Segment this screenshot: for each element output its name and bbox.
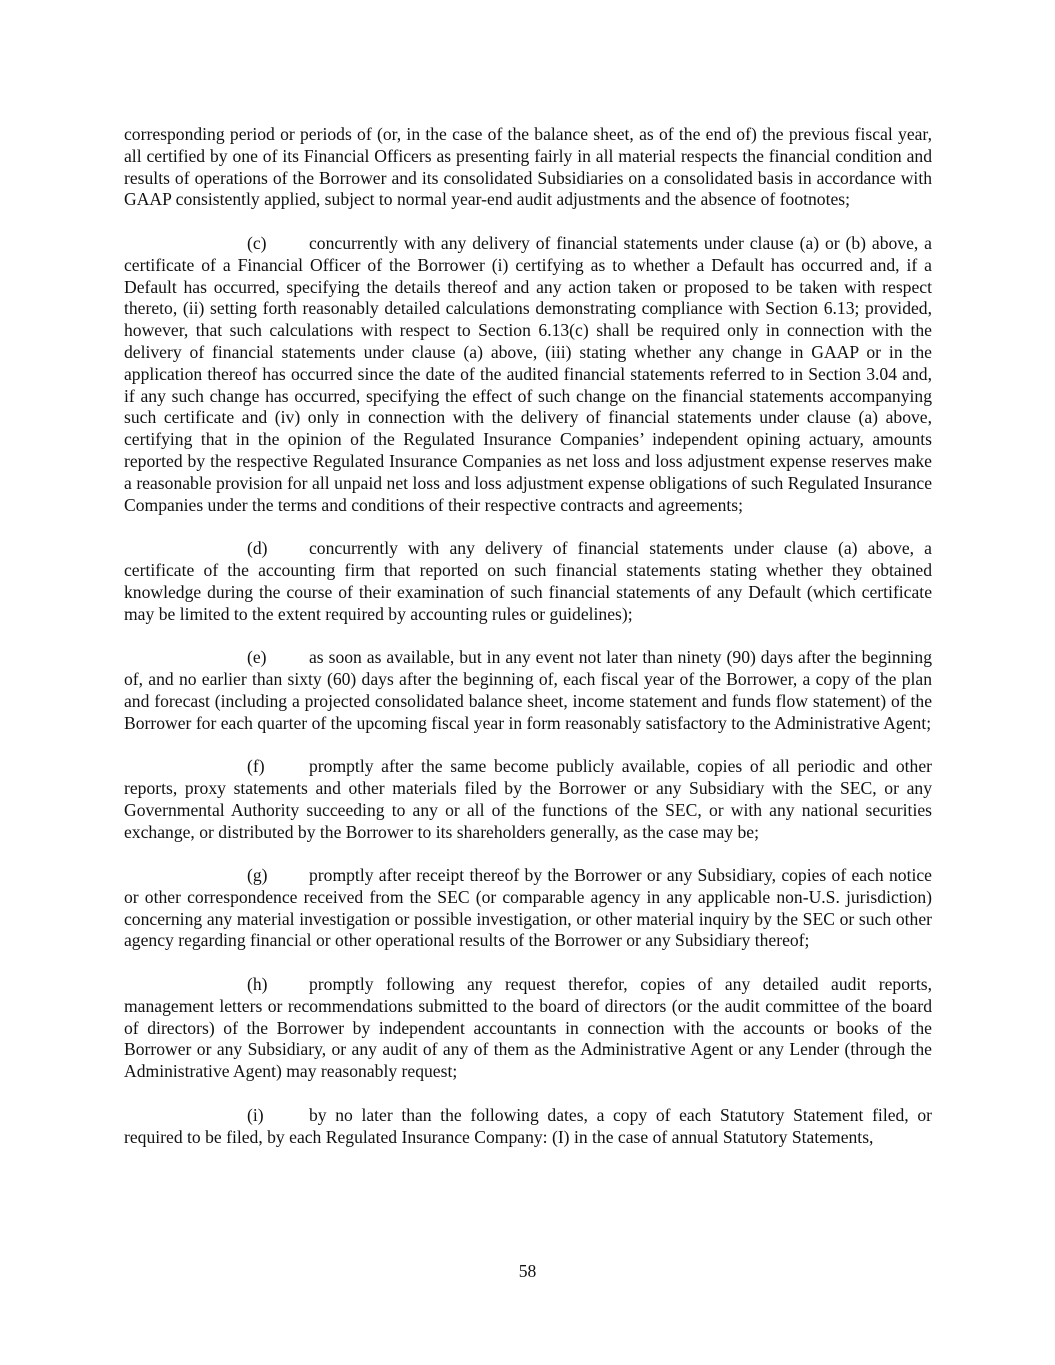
clause-label: (c) <box>247 232 267 253</box>
clause-text: as soon as available, but in any event not later than ninety (90) days after the beginning of, and no earlier than sixty (60) days after the beginning of, each fiscal year of the Borrower, a copy of the plan and forecast (including a projected consolidated balance sheet, income statement and funds flow statement) of the Borrower for each quarter of the upcoming fiscal year in form reasonably satisfactory to the Administrative Agent; <box>124 647 932 733</box>
clause-h <box>124 974 932 1083</box>
document-body <box>124 124 932 1170</box>
clause-label: (i) <box>247 1104 264 1125</box>
clause-text: promptly after the same become publicly available, copies of all periodic and other reports, proxy statements and other materials filed by the Borrower or any Subsidiary with the SEC, or any Governmental Authority succeeding to any or all of the functions of the SEC, or with any national securities exchange, or distributed by the Borrower to its shareholders generally, as the case may be; <box>124 756 932 842</box>
clause-text: concurrently with any delivery of financial statements under clause (a) or (b) above, a certificate of a Financial Officer of the Borrower (i) certifying as to whether a Default has occurred and, if a Default has occurred, specifying the details thereof and any action taken or proposed to be taken with respect thereto, (ii) setting forth reasonably detailed calculations demonstrating compliance with Section 6.13; provided, however, that such calculations with respect to Section 6.13(c) shall be required only in connection with the delivery of financial statements under clause (a) above, (iii) stating whether any change in GAAP or in the application thereof has occurred since the date of the audited financial statements referred to in Section 3.04 and, if any such change has occurred, specifying the effect of such change on the financial statements accompanying such certificate and (iv) only in connection with the delivery of financial statements under clause (a) above, certifying that in the opinion of the Regulated Insurance Companies’ independent opining actuary, amounts reported by the respective Regulated Insurance Companies as net loss and loss adjustment expense reserves make a reasonable provision for all unpaid net loss and loss adjustment expense obligations of such Regulated Insurance Companies under the terms and conditions of their respective contracts and agreements; <box>124 232 932 515</box>
clause-label: (g) <box>247 865 268 886</box>
clause-text: promptly after receipt thereof by the Borrower or any Subsidiary, copies of each notice or other correspondence received from the SEC (or comparable agency in any applicable non-U.S. jurisdiction) concerning any material investigation or possible investigation, or other material inquiry by the SEC or such other agency regarding financial or other operational results of the Borrower or any Subsidiary thereof; <box>124 865 932 951</box>
clause-label: (f) <box>247 756 265 777</box>
clause-label: (d) <box>247 538 268 559</box>
clause-d <box>124 538 932 625</box>
clause-label: (h) <box>247 974 268 995</box>
page-number: 58 <box>518 1261 537 1281</box>
clause-text: promptly following any request therefor, copies of any detailed audit reports, management letters or recommendations submitted to the board of directors (or the audit committee of the board of directors) of the Borrower by independent accountants in connection with the accounts or books of the Borrower or any Subsidiary, or any audit of any of them as the Administrative Agent or any Lender (through the Administrative Agent) may reasonably request; <box>124 974 932 1082</box>
clause-text: by no later than the following dates, a copy of each Statutory Statement filed, or required to be filed, by each Regulated Insurance Company: (I) in the case of annual Statutory Statements, <box>124 1104 932 1147</box>
clause-e <box>124 647 932 734</box>
clause-c <box>124 233 932 516</box>
clause-label: (e) <box>247 647 267 668</box>
clause-f <box>124 756 932 843</box>
clause-i <box>124 1105 932 1149</box>
clause-g <box>124 865 932 952</box>
intro-paragraph: corresponding period or periods of (or, in the case of the balance sheet, as of the end of) the previous fiscal year, all certified by one of its Financial Officers as presenting fairly in all material respects the financial condition and results of operations of the Borrower and its consolidated Subsidiaries on a consolidated basis in accordance with GAAP consistently applied, subject to normal year-end audit adjustments and the absence of footnotes; <box>124 124 932 210</box>
clause-text: concurrently with any delivery of financial statements under clause (a) above, a certificate of the accounting firm that reported on such financial statements stating whether they obtained knowledge during the course of their examination of such financial statements of any Default (which certificate may be limited to the extent required by accounting rules or guidelines); <box>124 538 932 624</box>
